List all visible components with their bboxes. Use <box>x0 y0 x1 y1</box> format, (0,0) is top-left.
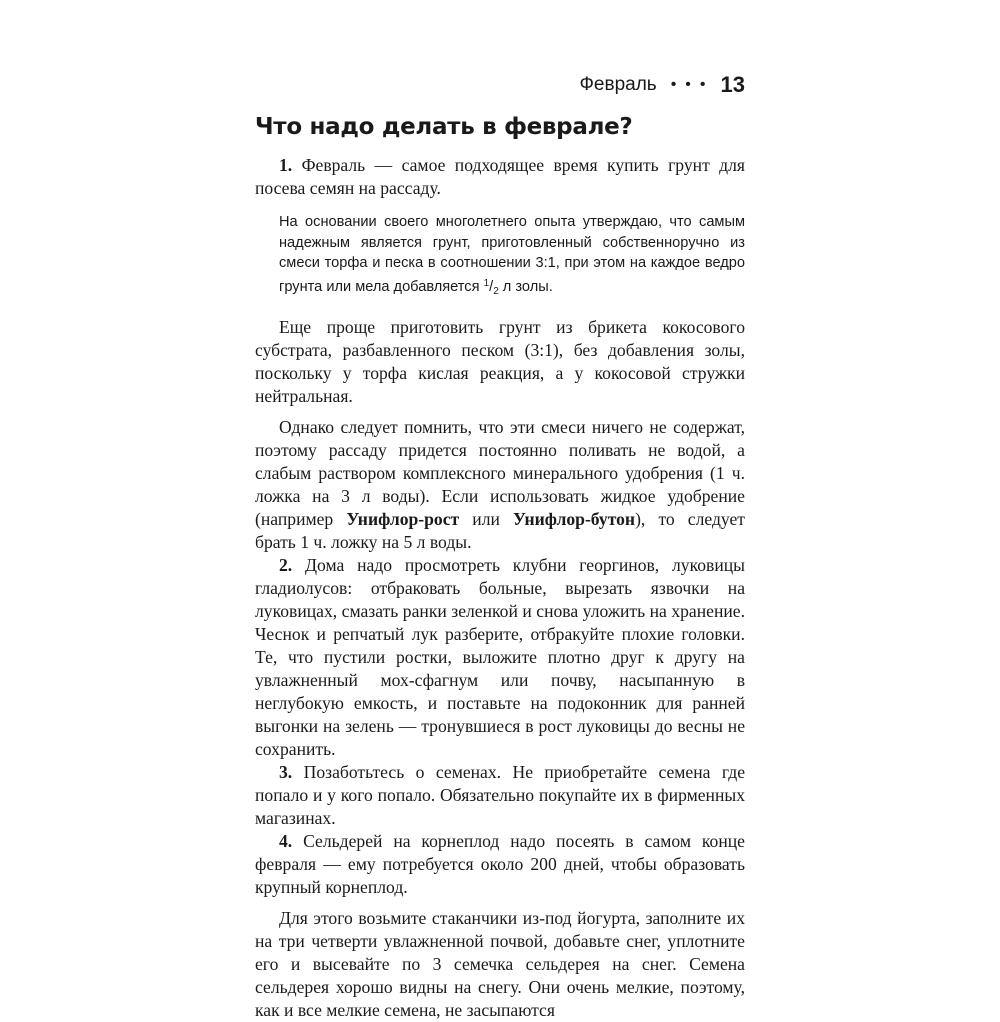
item-number: 2. <box>279 555 293 576</box>
running-header <box>255 68 745 102</box>
item-number: 1. <box>279 155 293 175</box>
paragraph-text: Дома надо просмотреть клубни георгинов, луковицы гладиолусов: отбраковать больные, вырезать язвочки на луковицах, смазать ранки зеленкой и снова уложить на хранение. Чеснок и репчатый лук разберите, отбракуйте плохие головки. Те, что пустили ростки, выложите плотно друг к другу на увлажненный мох-сфагнум или почву, насыпанную в неглубокую емкость, и поставьте на подоконник для ранней выгонки на зелень — тронувшиеся в рост луковицы до весны не сохранить. <box>255 555 745 760</box>
book-page <box>255 68 745 1022</box>
section-title: Февраль <box>579 74 657 95</box>
paragraph-fertilizer <box>255 416 745 554</box>
paragraph-item-4 <box>255 830 745 899</box>
author-note <box>279 212 745 302</box>
note-text: На основании своего многолетнего опыта утверждаю, что самым надежным является грунт, приготовленный собственноручно из смеси торфа и песка в соотношении 3:1, при этом на каждое ведро грунта или мела добавляется <box>279 214 745 295</box>
paragraph-item-3 <box>255 761 745 830</box>
paragraph-text: или <box>459 509 514 530</box>
item-number: 4. <box>279 831 293 852</box>
paragraph-text: Однако следует помнить, что эти смеси ничего не содержат, поэтому рассаду придется постоянно поливать не водой, а слабым раствором комплексного минерального удобрения (1 ч. ложка на 3 л воды). Если использовать жидкое удобрение (например <box>255 417 745 530</box>
page-number: 13 <box>720 72 745 97</box>
chapter-heading: Что надо делать в феврале? <box>255 114 633 140</box>
paragraph-coconut-substrate: Еще проще приготовить грунт из брикета кокосового субстрата, разбавленного песком (3:1), без добавления золы, поскольку у торфа кислая реакция, а у кокосовой стружки нейтральная. <box>255 317 745 407</box>
note-tail: л золы. <box>498 278 553 295</box>
product-name-rost: Унифлор-рост <box>346 509 460 530</box>
fraction-numerator: 1 <box>483 277 490 289</box>
fraction-denominator: 2 <box>493 285 499 297</box>
paragraph-item-2 <box>255 554 745 761</box>
fraction-slash: / <box>489 278 494 295</box>
paragraph-text: Сельдерей на корнеплод надо посеять в самом конце февраля — ему потребуется около 200 дней, чтобы образовать крупный корнеплод. <box>255 831 745 898</box>
paragraph-text: Февраль — самое подходящее время купить грунт для посева семян на рассаду. <box>255 155 745 198</box>
paragraph-celery-sowing: Для этого возьмите стаканчики из-под йогурта, заполните их на три четверти увлажненной почвой, добавьте снег, уплотните его и высевайте по 3 семечка сельдерея на снег. Семена сельдерея хорошо видны на снегу. Они очень мелкие, поэтому, как и все мелкие семена, не засыпаются <box>255 908 745 1021</box>
paragraph-text: Позаботьтесь о семенах. Не приобретайте семена где попало и у кого попало. Обязательно покупайте их в фирменных магазинах. <box>255 762 745 829</box>
item-number: 3. <box>279 762 293 783</box>
header-dots: ••• <box>670 76 715 93</box>
paragraph-text: ), то следует брать 1 ч. ложку на 5 л воды. <box>255 509 745 553</box>
paragraph-item-1 <box>255 154 745 200</box>
product-name-buton: Унифлор-бутон <box>513 509 636 530</box>
